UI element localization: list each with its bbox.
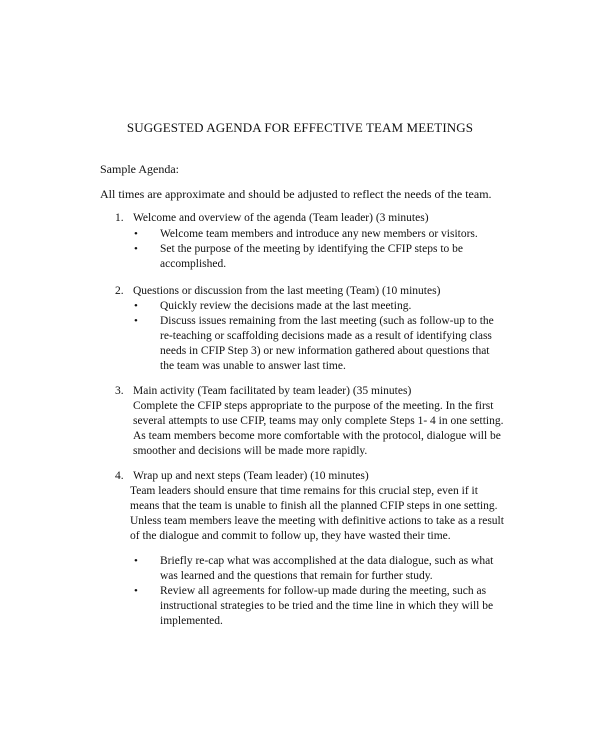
item-4-number: 4. bbox=[115, 470, 124, 482]
item-4-bullet-2-line-2: instructional strategies to be tried and the time line in which they will be bbox=[160, 600, 494, 612]
item-3-paragraph-line-4: smoother and decisions will be made more rapidly. bbox=[133, 445, 368, 457]
item-3-paragraph-line-1: Complete the CFIP steps appropriate to the purpose of the meeting. In the first bbox=[133, 400, 494, 412]
item-4-paragraph-line-2: means that the team is unable to finish all the planned CFIP steps in one setting. bbox=[130, 500, 498, 512]
item-2-bullet-2-line-3: needs in CFIP Step 3) or new information gathered about questions that bbox=[160, 345, 490, 357]
item-1-bullet-2-line-2: accomplished. bbox=[160, 258, 227, 270]
item-4-heading: Wrap up and next steps (Team leader) (10 minutes) bbox=[133, 470, 369, 482]
item-3-paragraph-line-3: As team members become more comfortable with the protocol, dialogue will be bbox=[133, 430, 501, 442]
bullet-icon: • bbox=[134, 300, 138, 312]
intro-text: All times are approximate and should be adjusted to reflect the needs of the team. bbox=[100, 187, 492, 201]
item-1-bullet-2-line-1: Set the purpose of the meeting by identifying the CFIP steps to be bbox=[160, 243, 464, 255]
item-2-bullet-2-line-2: re-teaching or scaffolding decisions made as a result of identifying class bbox=[160, 330, 492, 342]
bullet-icon: • bbox=[134, 243, 138, 255]
item-2-bullet-2-line-1: Discuss issues remaining from the last meeting (such as follow-up to the bbox=[160, 315, 494, 327]
item-2-heading: Questions or discussion from the last meeting (Team) (10 minutes) bbox=[133, 285, 441, 297]
item-4-paragraph-line-1: Team leaders should ensure that time remains for this crucial step, even if it bbox=[130, 485, 478, 497]
item-4-bullet-2-line-1: Review all agreements for follow-up made during the meeting, such as bbox=[160, 585, 487, 597]
item-1-bullet-1: Welcome team members and introduce any new members or visitors. bbox=[160, 228, 478, 240]
item-3-paragraph-line-2: several attempts to use CFIP, teams may only complete Steps 1- 4 in one setting. bbox=[133, 415, 504, 427]
item-4-bullet-1-line-2: was learned and the questions that remain for further study. bbox=[160, 570, 433, 582]
bullet-icon: • bbox=[134, 585, 138, 597]
item-2-bullet-1: Quickly review the decisions made at the last meeting. bbox=[160, 300, 412, 312]
item-4-bullet-1-line-1: Briefly re-cap what was accomplished at the data dialogue, such as what bbox=[160, 555, 494, 567]
page-title: SUGGESTED AGENDA FOR EFFECTIVE TEAM MEETINGS bbox=[126, 120, 474, 135]
item-1-number: 1. bbox=[115, 212, 124, 224]
item-4-bullet-2-line-3: implemented. bbox=[160, 615, 223, 627]
bullet-icon: • bbox=[134, 315, 138, 327]
item-3-heading: Main activity (Team facilitated by team leader) (35 minutes) bbox=[133, 385, 412, 397]
item-3-number: 3. bbox=[115, 385, 124, 397]
item-2-bullet-2-line-4: the team was unable to answer last time. bbox=[160, 360, 346, 372]
bullet-icon: • bbox=[134, 555, 138, 567]
bullet-icon: • bbox=[134, 228, 138, 240]
item-1-heading: Welcome and overview of the agenda (Team leader) (3 minutes) bbox=[133, 212, 429, 224]
item-4-paragraph-line-4: of the dialogue and commit to follow up, they have wasted their time. bbox=[130, 530, 451, 542]
sample-agenda-label: Sample Agenda: bbox=[100, 162, 179, 176]
item-4-paragraph-line-3: Unless team members leave the meeting with definitive actions to take as a result bbox=[130, 515, 504, 527]
item-2-number: 2. bbox=[115, 285, 124, 297]
